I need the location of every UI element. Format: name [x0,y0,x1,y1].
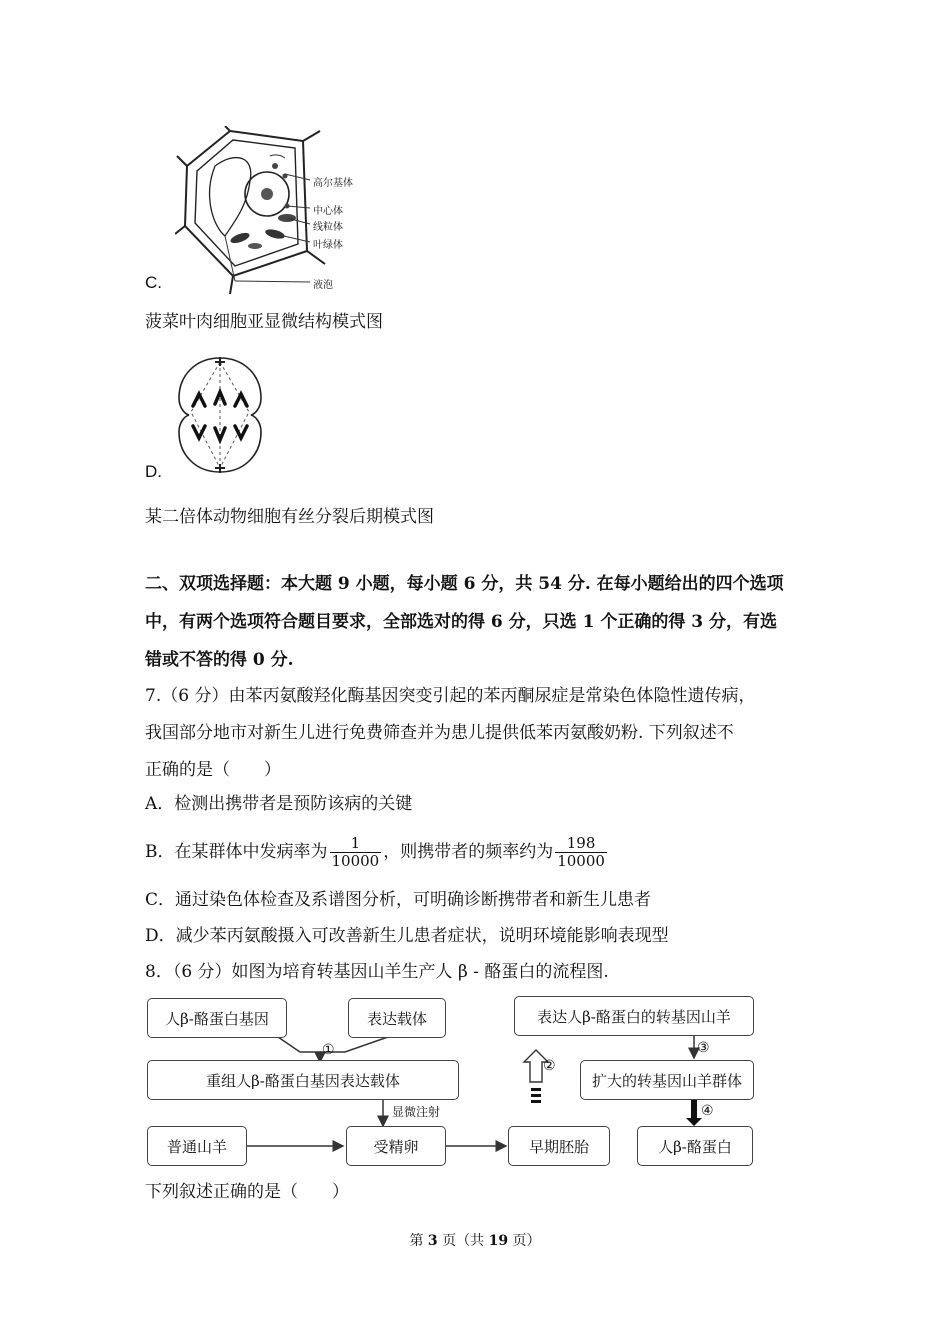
section-heading-line3: 错或不答的得 0 分. [145,650,294,670]
q7-stem-line2: 我国部分地市对新生儿进行免费筛查并为患儿提供低苯丙氨酸奶粉. 下列叙述不 [145,723,734,743]
option-d-caption: 某二倍体动物细胞有丝分裂后期模式图 [145,507,434,527]
q7-stem-line3: 正确的是（ ） [145,760,281,780]
flow-label-microinjection: 显微注射 [392,1105,441,1119]
page-footer: 第 3 页（共 19 页） [409,1233,541,1249]
flow-box-expanded-population: 扩大的转基因山羊群体 [580,1060,754,1100]
flow-box-recombinant-vector: 重组人β-酪蛋白基因表达载体 [147,1060,459,1100]
q8-ask: 下列叙述正确的是（ ） [145,1182,349,1202]
total-page-count: 19 [488,1233,509,1249]
fraction-1-10000: $\frac{1}{10000}$ [331,834,380,870]
q8-stem: 8．（6 分）如图为培育转基因山羊生产人 β - 酪蛋白的流程图. [145,962,609,982]
option-c-caption: 菠菜叶肉细胞亚显微结构模式图 [145,312,383,332]
q7-option-b [145,834,609,870]
current-page-number: 3 [427,1233,438,1249]
section-heading-line1: 二、双项选择题：本大题 9 小题，每小题 6 分，共 54 分. 在每小题给出的四个选项 [145,574,784,594]
q7-option-d: D．减少苯丙氨酸摄入可改善新生儿患者症状，说明环境能影响表现型 [145,926,669,946]
flow-box-ordinary-goat: 普通山羊 [147,1126,247,1166]
flow-step-2: ② [543,1058,556,1074]
q7-stem-line1: 7.（6 分）由苯丙氨酸羟化酶基因突变引起的苯丙酮尿症是常染色体隐性遗传病， [145,686,756,706]
q7-option-b-middle: ，则携带者的频率约为 [383,842,554,862]
label-centrosome: 中心体 [313,206,343,217]
label-mitochondria: 线粒体 [313,222,343,233]
flow-step-4: ④ [701,1103,714,1119]
q7-option-a: A．检测出携带者是预防该病的关键 [145,794,413,814]
flow-box-casein-protein: 人β-酪蛋白 [637,1126,753,1166]
option-d-letter: D. [145,462,162,481]
option-c-letter: C. [145,273,162,292]
label-vacuole: 液泡 [313,280,333,291]
plant-cell-diagram [175,126,375,296]
flowchart-arrows [0,990,950,1180]
flow-box-vector: 表达载体 [348,998,446,1038]
q7-option-c: C．通过染色体检查及系谱图分析，可明确诊断携带者和新生儿患者 [145,890,652,910]
q7-option-b-prefix: B．在某群体中发病率为 [145,842,328,862]
flow-box-gene: 人β-酪蛋白基因 [147,998,287,1038]
flow-step-3: ③ [697,1040,710,1056]
fraction-198-10000: $\frac{198}{10000}$ [557,834,605,870]
label-chloroplast: 叶绿体 [313,240,343,251]
flow-box-transgenic-goat: 表达人β-酪蛋白的转基因山羊 [514,996,754,1036]
mitosis-diagram [175,354,265,476]
flow-step-1: ① [322,1042,335,1058]
flow-box-early-embryo: 早期胚胎 [508,1126,610,1166]
label-golgi: 高尔基体 [313,178,353,189]
section-heading-line2: 中，有两个选项符合题目要求，全部选对的得 6 分，只选 1 个正确的得 3 分，有选 [145,612,777,632]
flow-box-fertilized-egg: 受精卵 [346,1126,446,1166]
